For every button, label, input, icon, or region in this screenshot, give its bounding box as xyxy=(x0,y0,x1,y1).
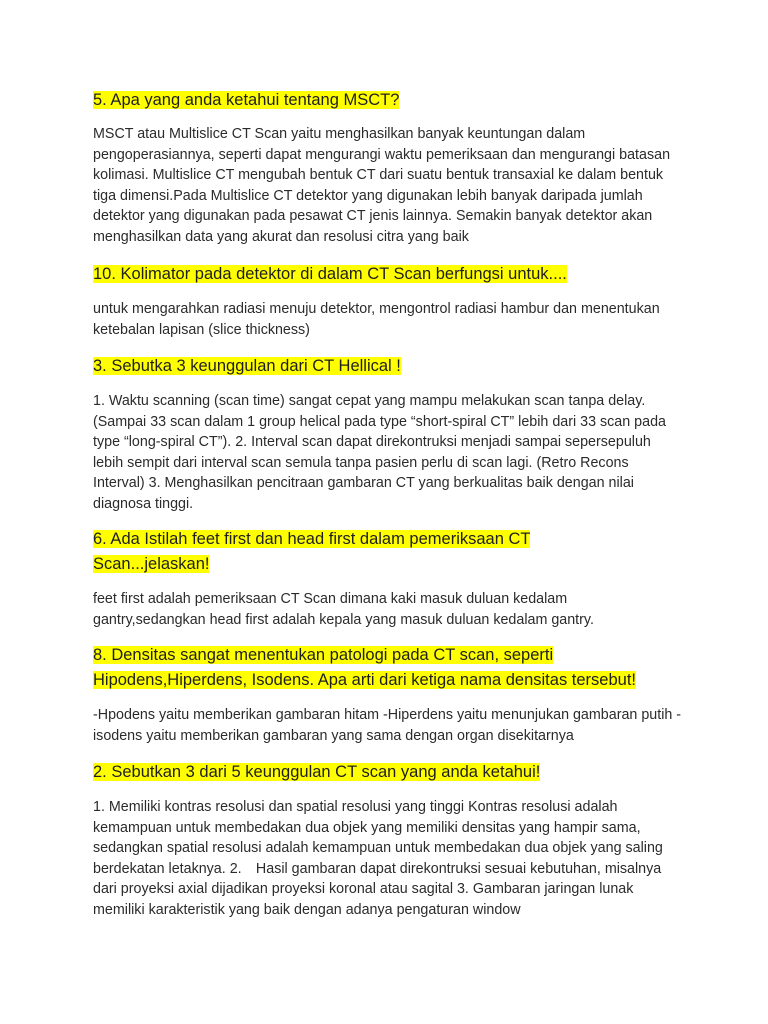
question-heading: 6. Ada Istilah feet first dan head first dalam pemeriksaan CT Scan...jelaskan! xyxy=(93,530,531,573)
answer-text: -Hpodens yaitu memberikan gambaran hitam -Hiperdens yaitu menunjukan gambaran putih -isodens yaitu memberikan gambaran yang sama dengan organ disekitarnya xyxy=(93,707,682,744)
qa-block xyxy=(93,354,683,514)
answer-text: untuk mengarahkan radiasi menuju detektor, mengontrol radiasi hambur dan menentukan ketebalan lapisan (slice thickness) xyxy=(93,301,660,338)
question-heading: 10. Kolimator pada detektor di dalam CT Scan berfungsi untuk.... xyxy=(93,265,567,283)
qa-block xyxy=(93,262,683,340)
qa-block xyxy=(93,643,683,746)
document-page xyxy=(93,88,683,920)
answer-text: MSCT atau Multislice CT Scan yaitu menghasilkan banyak keuntungan dalam pengoperasiannya, seperti dapat mengurangi waktu pemeriksaan dan mengurangi batasan kolimasi. Multislice CT mengubah bentuk CT dari suatu bentuk transaxial ke dalam bentuk tiga dimensi.Pada Multislice CT detektor yang digunakan lebih banyak daripada jumlah detektor yang digunakan pada pesawat CT jenis lainnya. Semakin banyak detektor akan menghasilkan data yang akurat dan resolusi citra yang baik xyxy=(93,126,671,245)
qa-block xyxy=(93,88,683,247)
answer-text: 1. Waktu scanning (scan time) sangat cepat yang mampu melakukan scan tanpa delay. (Sampai 33 scan dalam 1 group helical pada type “short-spiral CT” lebih dari 33 scan pada type “long-spiral CT”). 2. Interval scan dapat direkontruksi menjadi sampai sepersepuluh lebih sempit dari interval scan semula tanpa pasien perlu di scan lagi. (Retro Recons Interval) 3. Menghasilkan pencitraan gambaran CT yang berkualitas baik dengan nilai diagnosa tinggi. xyxy=(93,393,666,512)
question-heading: 5. Apa yang anda ketahui tentang MSCT? xyxy=(93,91,400,109)
question-heading: 8. Densitas sangat menentukan patologi pada CT scan, seperti Hipodens,Hiperdens, Isodens. Apa arti dari ketiga nama densitas tersebut! xyxy=(93,646,636,689)
qa-block xyxy=(93,527,683,630)
answer-text: feet first adalah pemeriksaan CT Scan dimana kaki masuk duluan kedalam gantry,sedangkan head first adalah kepala yang masuk duluan kedalam gantry. xyxy=(93,591,594,628)
answer-text: 1. Memiliki kontras resolusi dan spatial resolusi yang tinggi Kontras resolusi adalah kemampuan untuk membedakan dua objek yang memiliki densitas yang hampir sama, sedangkan spatial resolusi adalah kemampuan untuk membedakan dua objek yang saling berdekatan letaknya. 2. Hasil gambaran dapat direkontruksi sesuai kebutuhan, misalnya dari proyeksi axial dijadikan proyeksi koronal atau sagital 3. Gambaran jaringan lunak memiliki karakteristik yang baik dengan adanya pengaturan window xyxy=(93,799,663,918)
question-heading: 2. Sebutkan 3 dari 5 keunggulan CT scan yang anda ketahui! xyxy=(93,763,541,781)
qa-block xyxy=(93,760,683,920)
question-heading: 3. Sebutka 3 keunggulan dari CT Hellical ! xyxy=(93,357,401,375)
